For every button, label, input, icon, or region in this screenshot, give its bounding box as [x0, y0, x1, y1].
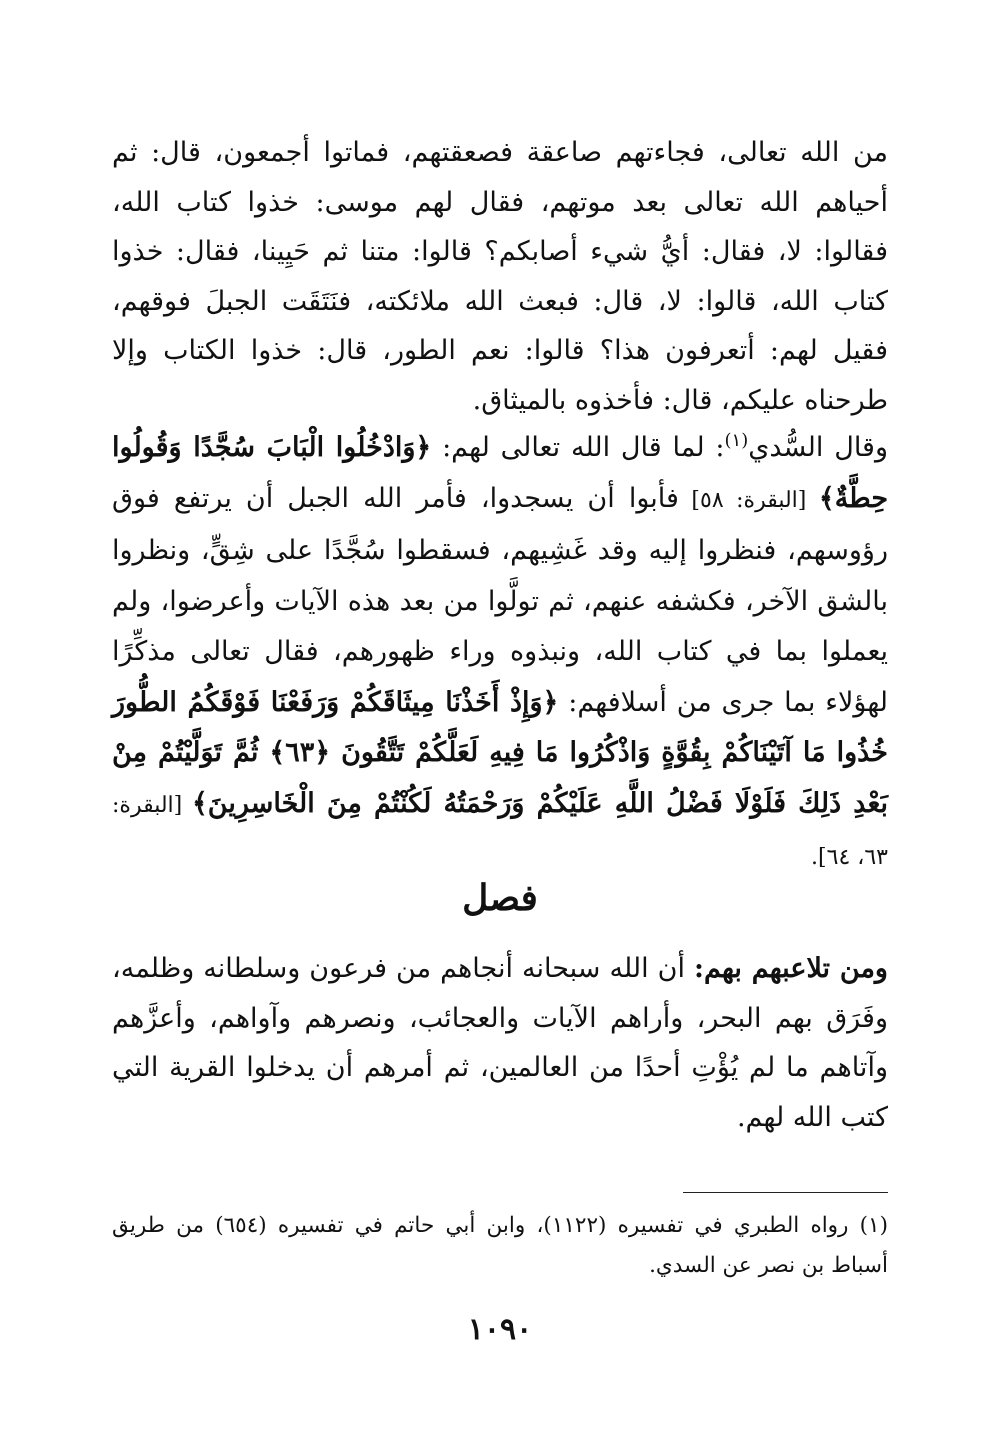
footnote-divider [683, 1192, 888, 1193]
section-heading: فصل [462, 877, 538, 919]
paragraph-3-body: أن الله سبحانه أنجاهم من فرعون وسلطانه وظلمه، وفَرَق بهم البحر، وأراهم الآيات والعجائب، ونصرهم وآواهم، وأعزَّهم وآتاهم ما لم يُؤْتِ أحدًا من العالمين، ثم أمرهم أن يدخلوا القرية التي كتب الله لهم. [112, 953, 888, 1133]
page-number: ١٠٩٠ [467, 1312, 533, 1347]
footnote: (١) رواه الطبري في تفسيره (١١٢٢)، وابن أبي حاتم في تفسيره (٦٥٤) من طريق أسباط بن نصر عن السدي. [112, 1213, 888, 1278]
paragraph-2-body: فأبوا أن يسجدوا، فأمر الله الجبل أن يرتفع فوق رؤوسهم، فنظروا إليه وقد غَشِيهم، فسقطوا سُجَّدًا على شِقٍّ، ونظروا بالشق الآخر، فكشفه عنهم، ثم تولَّوا من بعد هذه الآيات وأعرضوا، ولم يعملوا بما في كتاب الله، ونبذوه وراء ظهورهم، فقال تعالى مذكِّرًا لهؤلاء بما جرى من أسلافهم: [112, 482, 888, 718]
quran-verse-1: ﴿وَادْخُلُوا الْبَابَ سُجَّدًا وَقُولُوا حِطَّةٌ﴾ [112, 432, 889, 514]
paragraph-2 [112, 416, 888, 884]
quran-reference-1: [البقرة: ٥٨] [678, 487, 819, 513]
paragraph-2-lead: : لما قال الله تعالى لهم: [431, 432, 725, 463]
paragraph-3 [112, 944, 888, 1142]
quran-verse-2: ﴿وَإِذْ أَخَذْنَا مِيثَاقَكُمْ وَرَفَعْنَا فَوْقَكُمُ الطُّورَ خُذُوا مَا آتَيْنَاكُمْ بِقُوَّةٍ وَاذْكُرُوا مَا فِيهِ لَعَلَّكُمْ تَتَّقُونَ ﴿٦٣﴾ ثُمَّ تَوَلَّيْتُمْ مِنْ بَعْدِ ذَلِكَ فَلَوْلَا فَضْلُ اللَّهِ عَلَيْكُمْ وَرَحْمَتُهُ لَكُنْتُمْ مِنَ الْخَاسِرِينَ﴾ [112, 686, 888, 819]
quran-reference-2: [البقرة: ٦٣، ٦٤]. [112, 792, 888, 870]
paragraph-2-intro: وقال السُّدي [748, 432, 888, 463]
paragraph-3-lead: ومن تلاعبهم بهم: [694, 953, 888, 984]
footnote-reference[interactable]: (١) [724, 430, 749, 451]
paragraph-1: من الله تعالى، فجاءتهم صاعقة فصعقتهم، فماتوا أجمعون، قال: ثم أحياهم الله تعالى بعد موتهم، فقال لهم موسى: خذوا كتاب الله، فقالوا: لا، فقال: أيُّ شيء أصابكم؟ قالوا: متنا ثم حَيِينا، فقال: خذوا كتاب الله، قالوا: لا، قال: فبعث الله ملائكته، فنَتَقَت الجبلَ فوقهم، فقيل لهم: أتعرفون هذا؟ قالوا: نعم الطور، قال: خذوا الكتاب وإلا طرحناه عليكم، قال: فأخذوه بالميثاق. [112, 137, 888, 416]
